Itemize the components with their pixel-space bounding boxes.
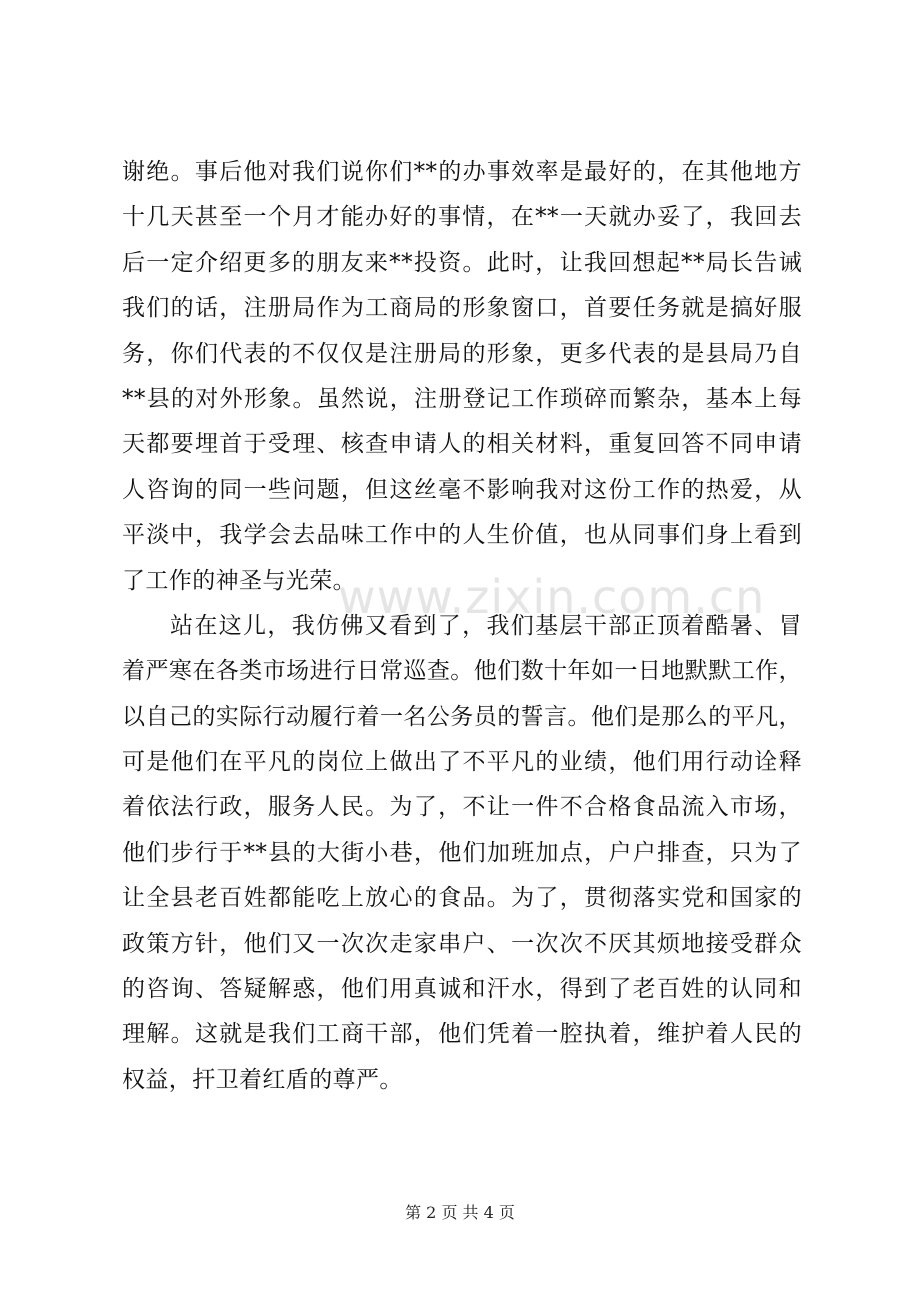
document-body	[122, 150, 802, 1103]
text-line: 着严寒在各类市场进行日常巡查。他们数十年如一日地默默工作，	[122, 658, 802, 685]
text-line: 了工作的神圣与光荣。	[122, 567, 356, 594]
page-footer: 第 2 页 共 4 页	[405, 1203, 515, 1222]
text-line: 的咨询、答疑解惑，他们用真诚和汗水，得到了老百姓的认同和	[122, 976, 802, 1003]
text-line: 谢绝。事后他对我们说你们**的办事效率是最好的，在其他地方	[122, 159, 802, 185]
paragraph-1	[122, 150, 802, 604]
text-line: 可是他们在平凡的岗位上做出了不平凡的业绩，他们用行动诠释	[122, 749, 802, 776]
text-line: 平淡中，我学会去品味工作中的人生价值，也从同事们身上看到	[122, 522, 802, 549]
text-line: 我们的话，注册局作为工商局的形象窗口，首要任务就是搞好服	[122, 295, 802, 322]
text-line: 政策方针，他们又一次次走家串户、一次次不厌其烦地接受群众	[122, 930, 802, 957]
text-line: 站在这儿，我仿佛又看到了，我们基层干部正顶着酷暑、冒	[170, 612, 802, 639]
text-line: **县的对外形象。虽然说，注册登记工作琐碎而繁杂，基本上每	[122, 385, 802, 412]
text-line: 天都要埋首于受理、核查申请人的相关材料，重复回答不同申请	[122, 431, 802, 458]
text-line: 让全县老百姓都能吃上放心的食品。为了，贯彻落实党和国家的	[122, 885, 802, 912]
text-line: 权益，扞卫着红盾的尊严。	[122, 1066, 403, 1093]
text-line: 以自己的实际行动履行着一名公务员的誓言。他们是那么的平凡，	[122, 703, 802, 730]
text-line: 务，你们代表的不仅仅是注册局的形象，更多代表的是县局乃自	[122, 340, 802, 367]
text-line: 人咨询的同一些问题，但这丝毫不影响我对这份工作的热爱，从	[122, 476, 802, 503]
text-line: 后一定介绍更多的朋友来**投资。此时，让我回想起**局长告诫	[122, 249, 802, 276]
text-line: 理解。这就是我们工商干部，他们凭着一腔执着，维护着人民的	[122, 1021, 802, 1048]
text-line: 十几天甚至一个月才能办好的事情，在**一天就办妥了，我回去	[122, 204, 802, 231]
text-line: 他们步行于**县的大街小巷，他们加班加点，户户排查，只为了	[122, 839, 802, 866]
paragraph-2	[122, 604, 802, 1103]
watermark: www.zixin.com.cn	[338, 570, 766, 624]
text-line: 着依法行政，服务人民。为了，不让一件不合格食品流入市场，	[122, 794, 802, 821]
